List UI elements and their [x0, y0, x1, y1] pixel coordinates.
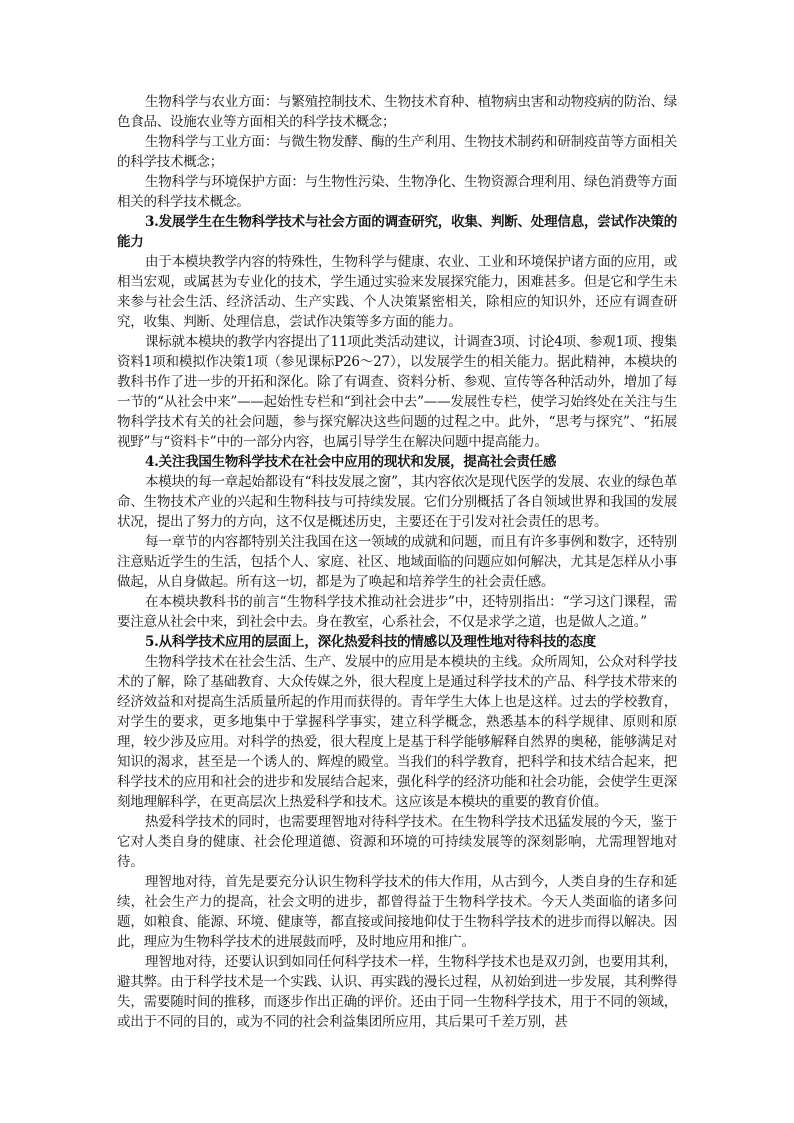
- paragraph-tech-window: 本模块的每一章起始都设有“科技发展之窗”，其内容依次是现代医学的发展、农业的绿色革命、生物技术产业的兴起和生物科技与可持续发展。它们分别概括了各自领域世界和我国的发展状况，提出了努力的方向，这不仅是概述历史，主要还在于引发对社会责任的思考。: [117, 474, 677, 530]
- paragraph-chapter-focus: 每一章节的内容都特别关注我国在这一领域的成就和问题，而且有许多事例和数字，还特别注意贴近学生的生活，包括个人、家庭、社区、地域面临的问题应如何解决，尤其是怎样从小事做起，从自身做起。所有这一切，都是为了唤起和培养学生的社会责任感。: [117, 534, 677, 590]
- paragraph-module-specialty: 由于本模块教学内容的特殊性，生物科学与健康、农业、工业和环境保护诸方面的应用，或相当宏观，或属甚为专业化的技术，学生通过实验来发展探究能力，困难甚多。但是它和学生未来参与社会生活、经济活动、生产实践、个人决策紧密相关，除相应的知识外，还应有调查研究，收集、判断、处理信息，尝试作决策等多方面的能力。: [117, 254, 677, 330]
- paragraph-industry: 生物科学与工业方面：与微生物发酵、酶的生产利用、生物技术制药和研制疫苗等方面相关的科学技术概念；: [117, 134, 677, 170]
- section-heading-4: 4.关注我国生物科学技术在社会中应用的现状和发展，提高社会责任感: [145, 454, 557, 470]
- section-heading-3: 3.发展学生在生物科学技术与社会方面的调查研究，收集、判断、处理信息，尝试作决策的能力: [117, 214, 677, 250]
- paragraph-rational-attitude: 热爱科学技术的同时，也需要理智地对待科学技术。在生物科学技术迅猛发展的今天，鉴于它对人类自身的健康、社会伦理道德、资源和环境的可持续发展等的深刻影响，尤需理智地对待。: [117, 814, 677, 870]
- paragraph-rational-first: 理智地对待，首先是要充分认识生物科学技术的伟大作用，从古到今，人类自身的生存和延续，社会生产力的提高，社会文明的进步，都曾得益于生物科学技术。今天人类面临的诸多问题，如粮食、能源、环境、健康等，都直接或间接地仰仗于生物科学技术的进步而得以解决。因此，理应为生物科学技术的进展鼓而呼，及时地应用和推广。: [117, 874, 677, 950]
- section-heading-5: 5.从科学技术应用的层面上，深化热爱科技的情感以及理性地对待科技的态度: [145, 634, 596, 650]
- document-page: [117, 92, 677, 1032]
- paragraph-rational-second: 理智地对待，还要认识到如同任何科学技术一样，生物科学技术也是双刃剑，也要用其利，避其弊。由于科学技术是一个实践、认识、再实践的漫长过程，从初始到进一步发展，其利弊得失，需要随时间的推移，而逐步作出正确的评价。还由于同一生物科学技术，用于不同的领域，或出于不同的目的，或为不同的社会利益集团所应用，其后果可千差万别，甚: [117, 954, 677, 1030]
- paragraph-environment: 生物科学与环境保护方面：与生物性污染、生物净化、生物资源合理利用、绿色消费等方面相关的科学技术概念。: [117, 174, 677, 210]
- paragraph-preface-quote: 在本模块教科书的前言“生物科学技术推动社会进步”中，还特别指出：“学习这门课程，需要注意从社会中来，到社会中去。身在教室，心系社会，不仅是求学之道，也是做人之道。”: [117, 594, 677, 630]
- paragraph-activity-suggestions: 课标就本模块的教学内容提出了11项此类活动建议，计调查3项、讨论4项、参观1项、搜集资料1项和模拟作决策1项（参见课标P26～27），以发展学生的相关能力。据此精神，本模块的教科书作了进一步的开拓和深化。除了有调查、资料分析、参观、宣传等各种活动外，增加了每一节的“从社会中来”——起始性专栏和“到社会中去”——发展性专栏，使学习始终处在关注与生物科学技术有关的社会问题，参与探究解决这些问题的过程之中。此外，“思考与探究”、“拓展视野”与“资料卡”中的一部分内容，也属引导学生在解决问题中提高能力。: [117, 334, 677, 450]
- paragraph-agriculture: 生物科学与农业方面：与繁殖控制技术、生物技术育种、植物病虫害和动物疫病的防治、绿色食品、设施农业等方面相关的科学技术概念；: [117, 94, 677, 130]
- paragraph-main-thread: 生物科学技术在社会生活、生产、发展中的应用是本模块的主线。众所周知，公众对科学技术的了解，除了基础教育、大众传媒之外，很大程度上是通过科学技术的产品、科学技术带来的经济效益和对提高生活质量所起的作用而获得的。青年学生大体上也是这样。过去的学校教育，对学生的要求，更多地集中于掌握科学事实，建立科学概念，熟悉基本的科学规律、原则和原理，较少涉及应用。对科学的热爱，很大程度上是基于科学能够解释自然界的奥秘，能够满足对知识的渴求，甚至是一个诱人的、辉煌的殿堂。当我们的科学教育，把科学和技术结合起来，把科学技术的应用和社会的进步和发展结合起来，强化科学的经济功能和社会功能，会使学生更深刻地理解科学，在更高层次上热爱科学和技术。这应该是本模块的重要的教育价值。: [117, 654, 677, 810]
